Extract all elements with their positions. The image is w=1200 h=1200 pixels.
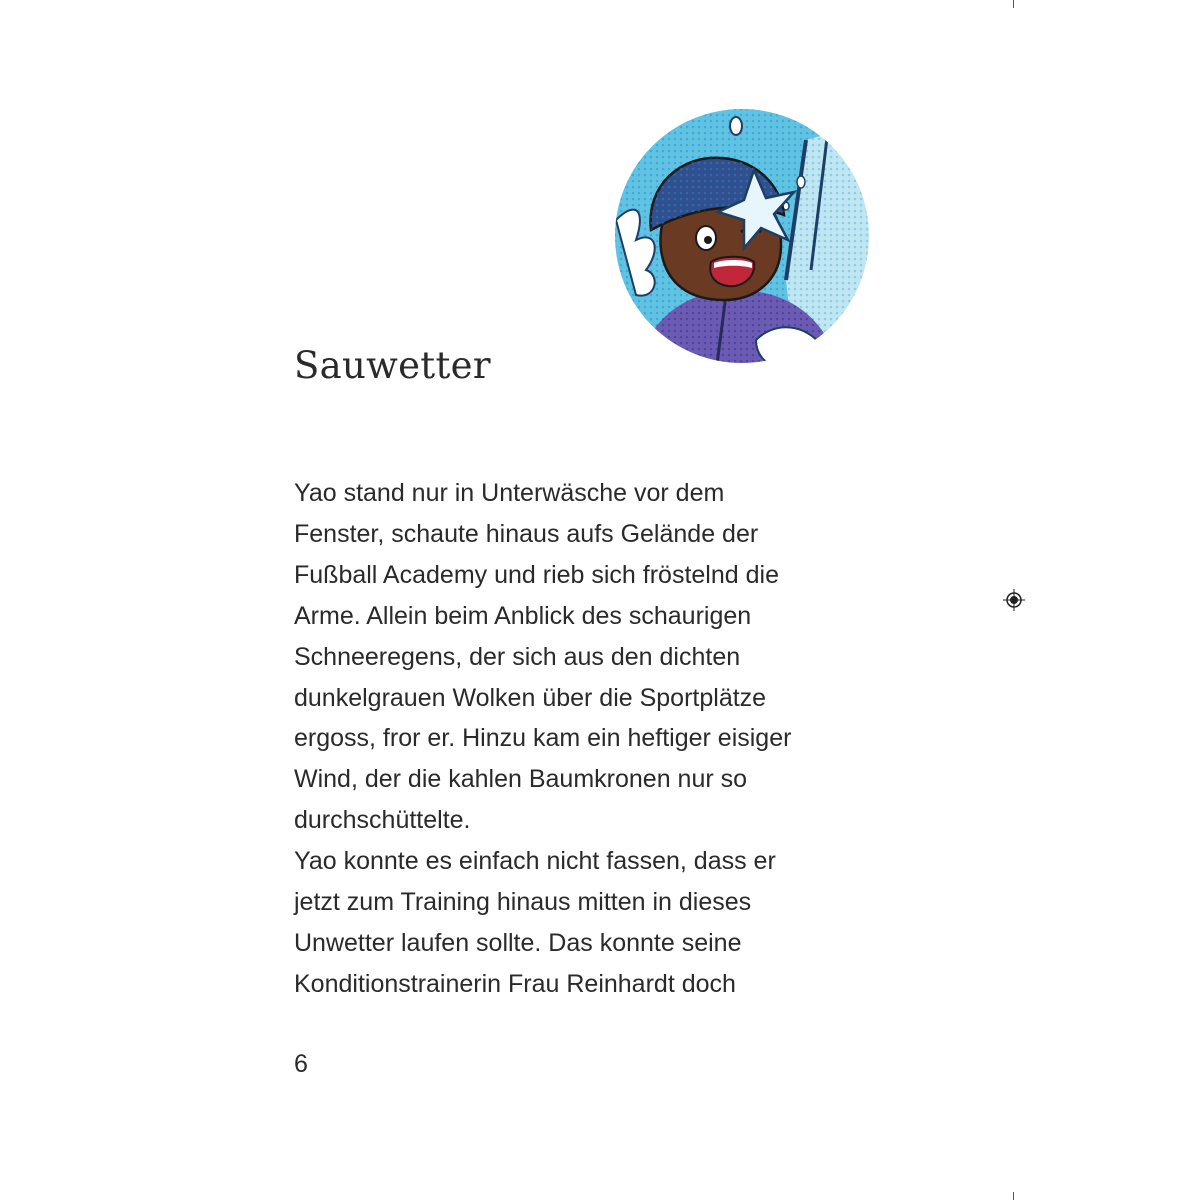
text-line: Arme. Allein beim Anblick des schaurigen <box>294 601 752 630</box>
body-paragraph <box>294 473 894 1005</box>
text-line: Yao stand nur in Unterwäsche vor dem <box>294 479 725 507</box>
text-line: durchschüttelte. <box>294 806 471 835</box>
text-line: Konditionstrainerin Frau Reinhardt doch <box>294 969 736 998</box>
registration-mark-icon <box>1003 589 1025 611</box>
crop-mark-bottom <box>1013 1192 1014 1200</box>
text-line: Unwetter laufen sollte. Das konnte seine <box>294 928 742 957</box>
text-line: ergoss, fror er. Hinzu kam ein heftiger eisiger <box>294 724 792 753</box>
text-line: Fenster, schaute hinaus aufs Gelände der <box>294 519 759 548</box>
text-line: dunkelgrauen Wolken über die Sportplätze <box>294 683 767 712</box>
page-number: 6 <box>294 1050 308 1078</box>
crop-mark-top <box>1013 0 1014 8</box>
boy-hit-by-snowball-illustration <box>606 100 878 372</box>
text-line: jetzt zum Training hinaus mitten in dieses <box>294 888 752 917</box>
text-line: Wind, der die kahlen Baumkronen nur so <box>294 765 748 794</box>
chapter-title: Sauwetter <box>294 344 491 387</box>
text-line: Schneeregens, der sich aus den dichten <box>294 642 741 671</box>
text-line: Yao konnte es einfach nicht fassen, dass er <box>294 847 776 876</box>
text-line: Fußball Academy und rieb sich fröstelnd die <box>294 560 779 589</box>
